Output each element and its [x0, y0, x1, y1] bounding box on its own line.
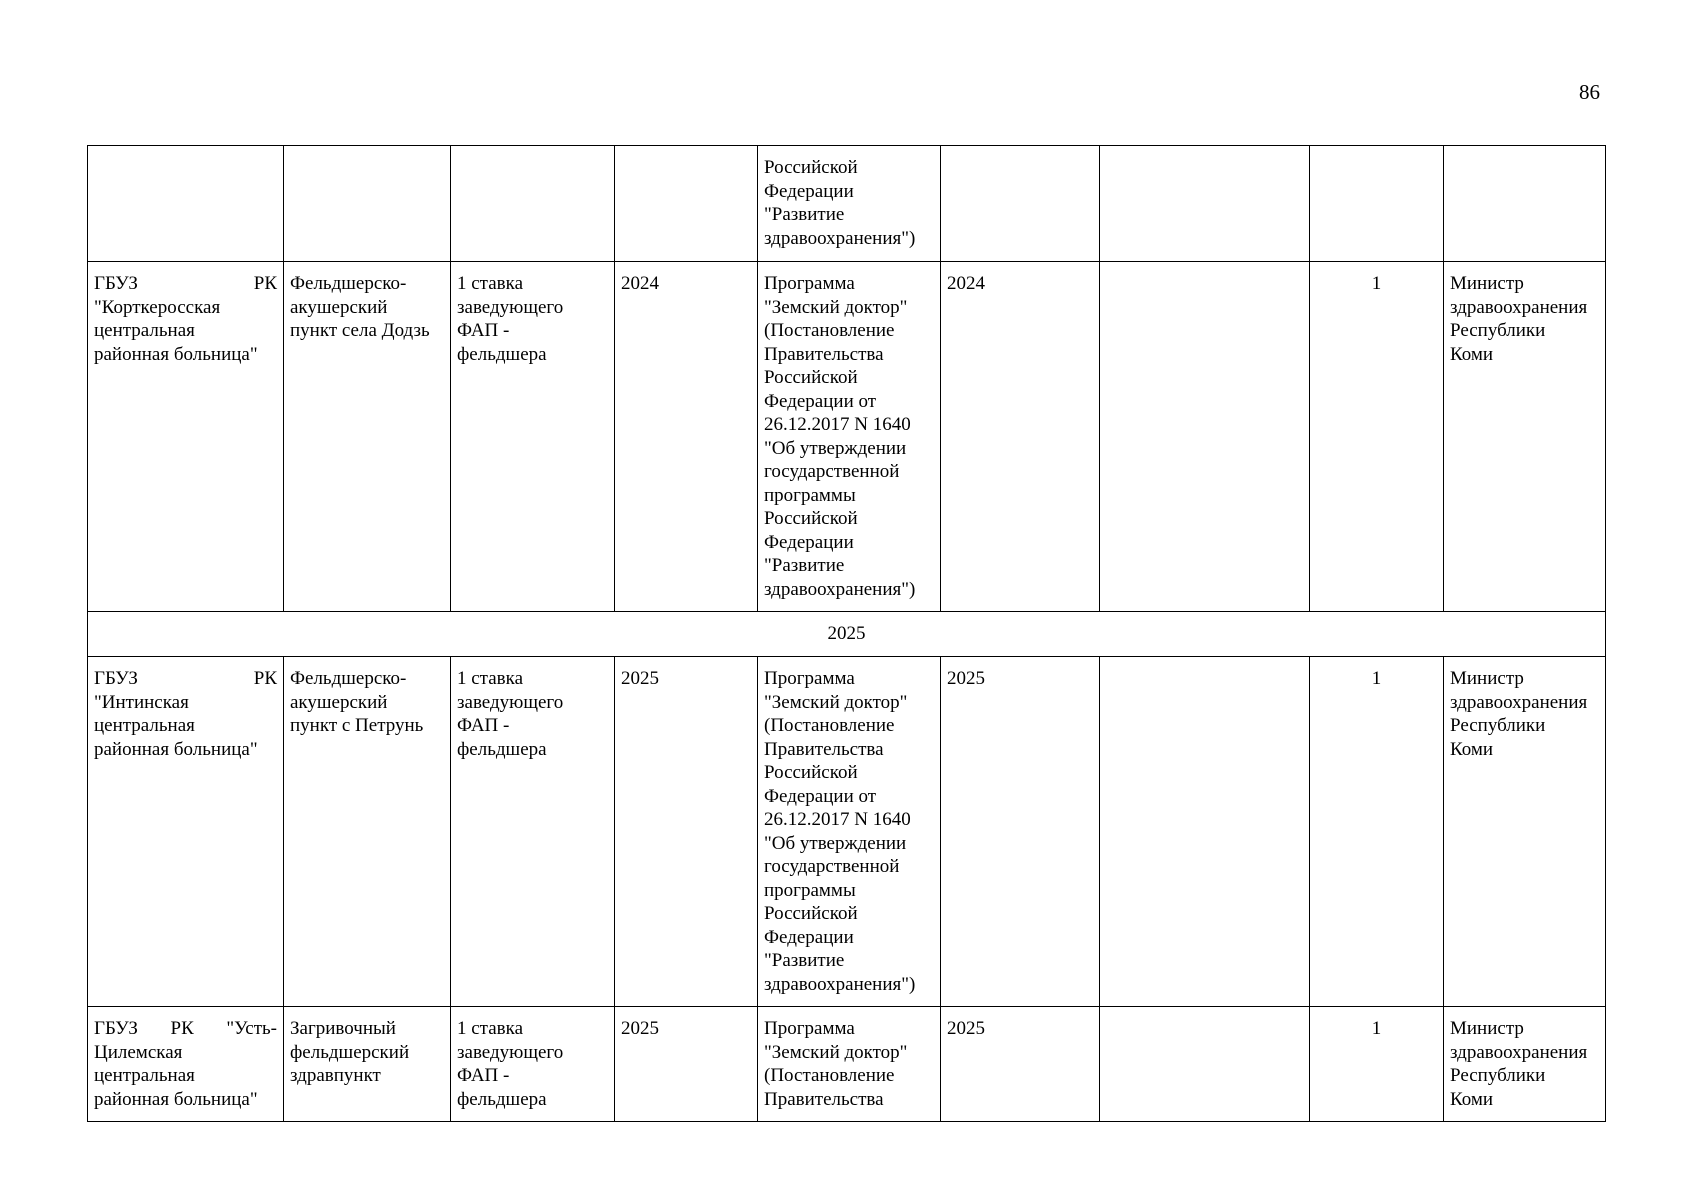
cell-position: [451, 146, 615, 262]
page-number: 86: [1579, 80, 1600, 104]
year-2-text: 2025: [947, 1018, 985, 1039]
table-row: [88, 262, 1606, 612]
cell-year-2: [941, 262, 1100, 612]
year-2-text: 2024: [947, 273, 985, 294]
cell-program: [758, 1007, 941, 1122]
cell-position: [451, 1007, 615, 1122]
facility-name: Фельдшерско- акушерский пункт с Петрунь: [290, 668, 424, 736]
cell-position: [451, 657, 615, 1007]
table-section-row: [88, 612, 1606, 657]
program-text: Программа "Земский доктор" (Постановление Правительства Российской Федерации от 26.12.2017 N 1640 "Об утверждении государственной программы Российской Федерации "Развитие здравоохранения"): [764, 273, 916, 600]
cell-responsible: [1444, 262, 1606, 612]
facilities-table: [87, 145, 1606, 1122]
program-text: Российской Федерации "Развитие здравоохранения"): [764, 157, 916, 249]
cell-program: [758, 657, 941, 1007]
position-text: 1 ставка заведующего ФАП - фельдшера: [457, 1018, 564, 1110]
cell-responsible: [1444, 1007, 1606, 1122]
cell-blank: [1100, 1007, 1310, 1122]
cell-organization: [88, 1007, 284, 1122]
count-text: 1: [1371, 1018, 1382, 1039]
facility-name: Загривочный фельдшерский здравпункт: [290, 1018, 410, 1086]
cell-facility: [284, 146, 451, 262]
count-text: 1: [1371, 273, 1382, 294]
cell-position: [451, 262, 615, 612]
facility-name: Фельдшерско- акушерский пункт села Додзь: [290, 273, 430, 341]
cell-facility: [284, 262, 451, 612]
organization-name: "Корткеросская центральная районная больница": [94, 296, 258, 365]
organization-name: "Интинская центральная районная больница": [94, 691, 258, 760]
organization-first-line: ГБУЗ РК "Усть-: [94, 1018, 277, 1039]
year-text: 2025: [621, 1018, 659, 1039]
cell-year: [615, 657, 758, 1007]
cell-count: [1310, 657, 1444, 1007]
program-text: Программа "Земский доктор" (Постановление Правительства: [764, 1018, 908, 1110]
cell-facility: [284, 657, 451, 1007]
program-text: Программа "Земский доктор" (Постановление Правительства Российской Федерации от 26.12.2017 N 1640 "Об утверждении государственной программы Российской Федерации "Развитие здравоохранения"): [764, 668, 916, 995]
responsible-text: Министр здравоохранения Республики Коми: [1450, 1018, 1588, 1110]
cell-count: [1310, 146, 1444, 262]
table-row: [88, 1007, 1606, 1122]
cell-organization: [88, 657, 284, 1007]
cell-program: [758, 262, 941, 612]
cell-program: [758, 146, 941, 262]
cell-blank: [1100, 262, 1310, 612]
section-year-heading: 2025: [88, 612, 1606, 657]
organization-name: Цилемская центральная районная больница": [94, 1041, 258, 1110]
cell-responsible: [1444, 657, 1606, 1007]
cell-blank: [1100, 146, 1310, 262]
cell-blank: [1100, 657, 1310, 1007]
cell-facility: [284, 1007, 451, 1122]
cell-year-2: [941, 657, 1100, 1007]
year-text: 2024: [621, 273, 659, 294]
cell-count: [1310, 1007, 1444, 1122]
cell-organization: [88, 262, 284, 612]
count-text: 1: [1371, 668, 1382, 689]
organization-first-line: ГБУЗ РК: [94, 668, 277, 689]
cell-count: [1310, 262, 1444, 612]
cell-year: [615, 1007, 758, 1122]
position-text: 1 ставка заведующего ФАП - фельдшера: [457, 273, 564, 365]
year-2-text: 2025: [947, 668, 985, 689]
table-row-continuation: [88, 146, 1606, 262]
cell-year-2: [941, 1007, 1100, 1122]
cell-organization: [88, 146, 284, 262]
cell-year: [615, 146, 758, 262]
cell-year: [615, 262, 758, 612]
responsible-text: Министр здравоохранения Республики Коми: [1450, 668, 1588, 760]
cell-responsible: [1444, 146, 1606, 262]
organization-first-line: ГБУЗ РК: [94, 273, 277, 294]
year-text: 2025: [621, 668, 659, 689]
table-row: [88, 657, 1606, 1007]
responsible-text: Министр здравоохранения Республики Коми: [1450, 273, 1588, 365]
cell-year-2: [941, 146, 1100, 262]
position-text: 1 ставка заведующего ФАП - фельдшера: [457, 668, 564, 760]
